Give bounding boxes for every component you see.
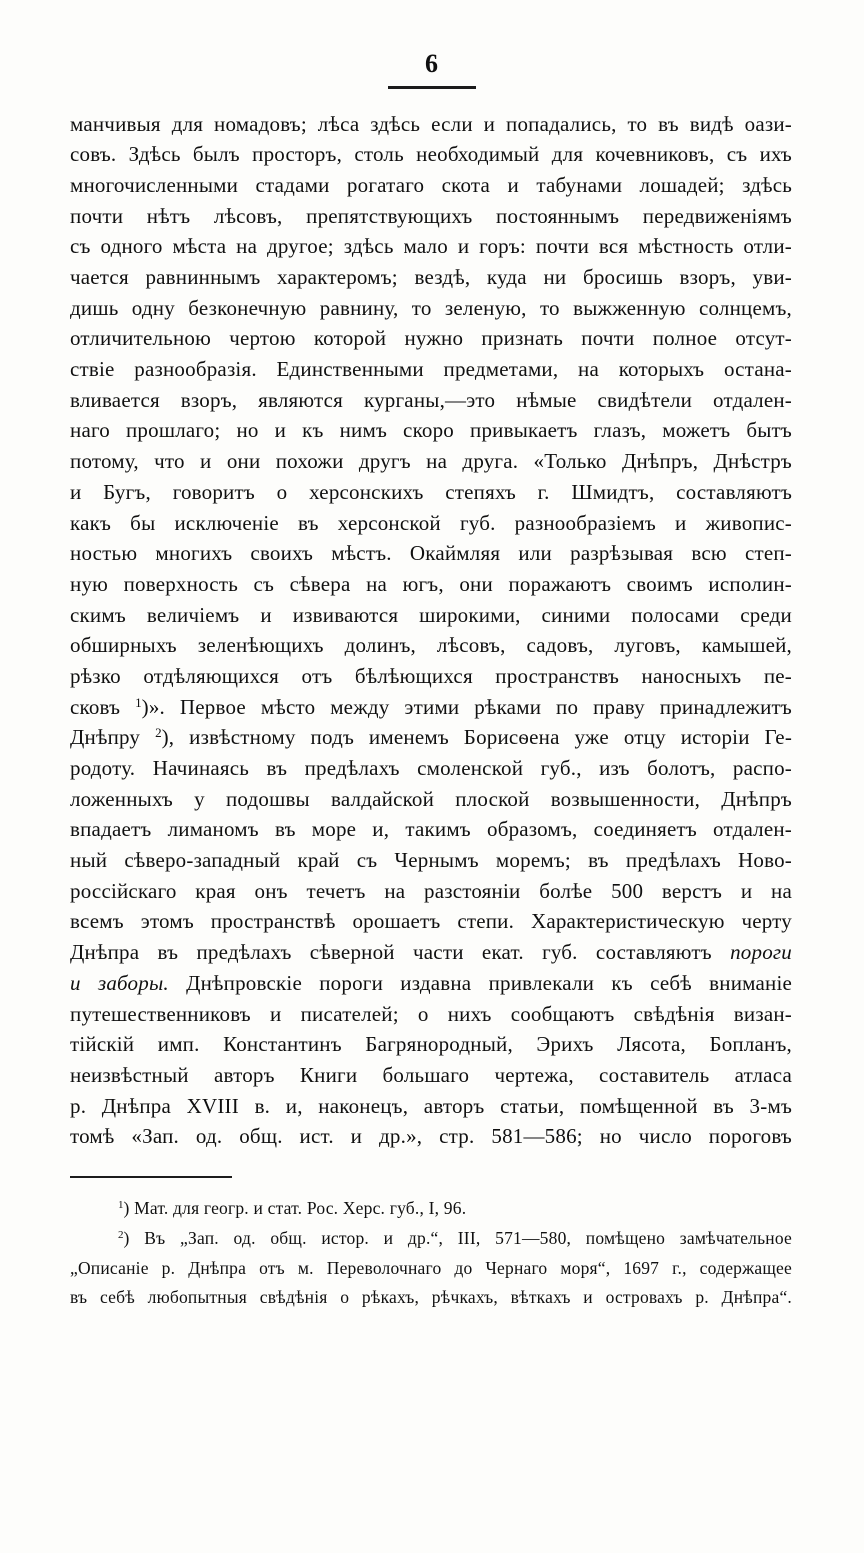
line-text: ), извѣстному подъ именемъ Борисѳена уже отцу исторіи Ге- bbox=[161, 725, 793, 750]
text-line bbox=[70, 722, 792, 753]
line-text: скимъ величіемъ и извиваются широкими, синими полосами среди bbox=[70, 602, 792, 627]
line-text: ностью многихъ своихъ мѣстъ. Окаймляя или разрѣзывая всю степ- bbox=[70, 541, 792, 566]
line-text: манчивыя для номадовъ; лѣса здѣсь если и попадались, то въ видѣ оази- bbox=[70, 111, 792, 136]
text-line bbox=[70, 999, 792, 1030]
text-line bbox=[70, 906, 792, 937]
text-line bbox=[70, 354, 792, 385]
text-line bbox=[70, 968, 792, 999]
text-line bbox=[70, 1091, 792, 1122]
line-text: сковъ bbox=[70, 694, 136, 719]
text-line bbox=[70, 876, 792, 907]
page-header bbox=[0, 0, 864, 89]
footnote-marker-2: 2 bbox=[118, 1228, 124, 1241]
line-text: потому, что и они похожи другъ на друга. «Только Днѣпръ, Днѣстръ bbox=[70, 449, 792, 474]
line-text: Днѣпру bbox=[70, 725, 156, 750]
line-text: чается равниннымъ характеромъ; вездѣ, куда ни бросишь взоръ, уви- bbox=[70, 265, 792, 290]
line-text: россійскаго края онъ течетъ на разстояніи болѣе 500 верстъ и на bbox=[70, 878, 792, 903]
line-text: томѣ «Зап. од. общ. ист. и др.», стр. 581—586; но число пороговъ bbox=[70, 1124, 792, 1149]
footnote-text: „Описаніе р. Днѣпра отъ м. Переволочнаго до Чернаго моря“, 1697 г., содержащее bbox=[70, 1257, 792, 1278]
line-text: и Бугъ, говоритъ о херсонскихъ степяхъ г. Шмидтъ, составляютъ bbox=[70, 479, 792, 504]
footnote-line bbox=[70, 1283, 792, 1313]
line-text: всемъ этомъ пространствѣ орошаетъ степи. Характеристическую черту bbox=[70, 909, 792, 934]
page-number: 6 bbox=[425, 49, 439, 78]
line-text: многочисленными стадами рогатаго скота и табунами лошадей; здѣсь bbox=[70, 172, 792, 197]
text-line bbox=[70, 661, 792, 692]
text-line bbox=[70, 692, 792, 723]
line-text: путешественниковъ и писателей; о нихъ сообщаютъ свѣдѣнія визан- bbox=[70, 1001, 792, 1026]
emphasized-term: пороги bbox=[730, 940, 792, 965]
line-text: впадаетъ лиманомъ въ море и, такимъ образомъ, соединяетъ отдален- bbox=[70, 817, 792, 842]
text-line bbox=[70, 1029, 792, 1060]
line-text: тійскій имп. Константинъ Багрянородный, Эрихъ Лясота, Бопланъ, bbox=[70, 1032, 792, 1057]
text-line bbox=[70, 753, 792, 784]
line-text: почти нѣтъ лѣсовъ, препятствующихъ постояннымъ передвиженіямъ bbox=[70, 203, 792, 228]
line-text: родоту. Начинаясь въ предѣлахъ смоленской губ., изъ болотъ, распо- bbox=[70, 756, 792, 781]
footnote-separator bbox=[70, 1176, 232, 1178]
text-line bbox=[70, 508, 792, 539]
line-text: Днѣпровскіе пороги издавна привлекали къ себѣ вниманіе bbox=[168, 970, 792, 995]
emphasized-term: и заборы. bbox=[70, 970, 169, 995]
text-line bbox=[70, 323, 792, 354]
footnotes-block bbox=[70, 1194, 792, 1313]
line-text: совъ. Здѣсь былъ просторъ, столь необходимый для кочевниковъ, съ ихъ bbox=[70, 142, 792, 167]
text-line bbox=[70, 385, 792, 416]
line-text: обширныхъ зеленѣющихъ долинъ, лѣсовъ, садовъ, луговъ, камышей, bbox=[70, 633, 792, 658]
line-text: неизвѣстный авторъ Книги большаго чертежа, составитель атласа bbox=[70, 1062, 792, 1087]
line-text: наго прошлаго; но и къ нимъ скоро привыкаетъ глазъ, можетъ бытъ bbox=[70, 418, 792, 443]
line-text: рѣзко отдѣляющихся отъ бѣлѣющихся пространствъ наносныхъ пе- bbox=[70, 663, 792, 688]
line-text: вливается взоръ, являются курганы,—это нѣмые свидѣтели отдален- bbox=[70, 387, 792, 412]
text-line bbox=[70, 201, 792, 232]
text-line bbox=[70, 170, 792, 201]
footnote-ref-2: 2 bbox=[155, 725, 162, 741]
text-line bbox=[70, 1121, 792, 1152]
footnote-ref-1: 1 bbox=[135, 694, 142, 710]
footnote-text: въ себѣ любопытныя свѣдѣнія о рѣкахъ, рѣчкахъ, вѣткахъ и островахъ р. Днѣпра“. bbox=[70, 1287, 792, 1308]
text-line bbox=[70, 446, 792, 477]
text-line bbox=[70, 139, 792, 170]
text-line bbox=[70, 814, 792, 845]
footnote-line bbox=[70, 1224, 792, 1254]
line-text: съ одного мѣста на другое; здѣсь мало и горъ: почти вся мѣстность отли- bbox=[70, 234, 792, 259]
footnote-line bbox=[70, 1254, 792, 1284]
text-line bbox=[70, 845, 792, 876]
text-line bbox=[70, 293, 792, 324]
text-line bbox=[70, 784, 792, 815]
text-line bbox=[70, 569, 792, 600]
footnote-marker-1: 1 bbox=[118, 1198, 124, 1211]
text-line bbox=[70, 1060, 792, 1091]
text-line bbox=[70, 231, 792, 262]
line-text: ную поверхность съ сѣвера на югъ, они поражаютъ своимъ исполин- bbox=[70, 571, 792, 596]
page-number-rule bbox=[388, 86, 476, 89]
line-text: ствіе разнообразія. Единственными предметами, на которыхъ остана- bbox=[70, 357, 792, 382]
line-text: ный сѣверо-западный край съ Чернымъ моремъ; въ предѣлахъ Ново- bbox=[70, 848, 792, 873]
line-text: ложенныхъ у подошвы валдайской плоской возвышенности, Днѣпръ bbox=[70, 786, 792, 811]
footnote-text: ) Мат. для геогр. и стат. Рос. Херс. губ., I, 96. bbox=[123, 1197, 467, 1218]
footnote-text: ) Въ „Зап. од. общ. истор. и др.“, III, 571—580, помѣщено замѣчательное bbox=[123, 1227, 792, 1248]
text-line bbox=[70, 538, 792, 569]
text-line bbox=[70, 262, 792, 293]
body-text bbox=[70, 109, 792, 1152]
text-line bbox=[70, 477, 792, 508]
line-text: какъ бы исключеніе въ херсонской губ. разнообразіемъ и живопис- bbox=[70, 510, 792, 535]
line-text: )». Первое мѣсто между этими рѣками по праву принадлежитъ bbox=[141, 694, 792, 719]
footnote-line bbox=[70, 1194, 792, 1224]
line-text: р. Днѣпра XVIII в. и, наконецъ, авторъ статьи, помѣщенной въ 3-мъ bbox=[70, 1093, 792, 1118]
text-line bbox=[70, 630, 792, 661]
line-text: Днѣпра въ предѣлахъ сѣверной части екат. губ. составляютъ bbox=[70, 940, 731, 965]
line-text: дишь одну безконечную равнину, то зеленую, то выжженную солнцемъ, bbox=[70, 295, 792, 320]
text-line bbox=[70, 109, 792, 140]
text-line bbox=[70, 415, 792, 446]
text-line bbox=[70, 600, 792, 631]
line-text: отличительною чертою которой нужно признать почти полное отсут- bbox=[70, 326, 792, 351]
text-line bbox=[70, 937, 792, 968]
